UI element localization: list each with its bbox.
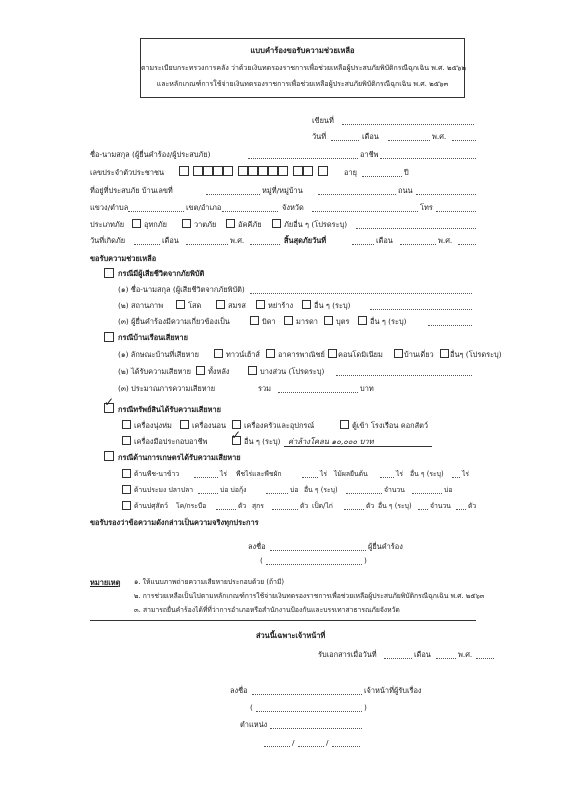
storm-label: วาตภัย <box>194 220 217 229</box>
married-label: สมรส <box>228 301 246 310</box>
note-3: ๓. สามารถยื่นคำร้องได้ที่ที่ว่าการอำเภอหรือสำนักงานป้องกันและบรรเทาสาธารณภัยจังหวัด <box>134 606 400 614</box>
official-date-day-field[interactable] <box>264 746 290 747</box>
livestock-count-field[interactable] <box>456 509 466 510</box>
signature-name-close: ) <box>364 556 367 565</box>
deceased-name-label: (๑) ชื่อ-นามสกุล (ผู้เสียชีวิตจากภัยพิบัติ) <box>118 285 245 294</box>
fishery-count-field[interactable] <box>412 493 442 494</box>
official-sign-field[interactable] <box>252 694 362 695</box>
fish-pond-field[interactable] <box>198 493 218 494</box>
applicant-name-field[interactable] <box>248 158 358 159</box>
barn-checkbox[interactable] <box>340 420 349 429</box>
other-relation-checkbox[interactable] <box>358 316 367 325</box>
partial-house-checkbox[interactable] <box>248 366 257 375</box>
form-title: แบบคำร้องขอรับความช่วยเหลือ <box>250 46 355 55</box>
death-section-title: กรณีมีผู้เสียชีวิตจากภัยพิบัติ <box>118 269 205 278</box>
shrimp-pond-field[interactable] <box>266 493 288 494</box>
official-role: เจ้าหน้าที่ผู้รับเรื่อง <box>364 686 422 695</box>
other-relation-label: อื่น ๆ (ระบุ) <box>370 317 407 326</box>
id-digit-box[interactable] <box>248 166 258 176</box>
fishery-checkbox[interactable] <box>122 485 131 494</box>
father-checkbox[interactable] <box>250 316 259 325</box>
whole-house-label: ทั้งหลัง <box>208 367 230 376</box>
tools-checkbox[interactable] <box>122 436 131 445</box>
note-1: ๑. ให้แนบภาพถ่ายความเสียหายประกอบด้วย (ถ้ามี) <box>134 578 285 586</box>
other-fishery-label: อื่น ๆ (ระบุ) <box>304 486 338 494</box>
crops-checkbox[interactable] <box>122 469 131 478</box>
date-year-field[interactable] <box>452 140 476 141</box>
received-month-field[interactable] <box>436 658 456 659</box>
tools-label: เครื่องมือประกอบอาชีพ <box>134 437 208 446</box>
agri-section-title: กรณีด้านการเกษตรได้รับความเสียหาย <box>118 453 241 462</box>
house-type-label: (๑) ลักษณะบ้านที่เสียหาย <box>118 350 199 359</box>
damage-total-label: รวม <box>258 384 271 393</box>
property-section-title: กรณีทรัพย์สินได้รับความเสียหาย <box>118 405 221 414</box>
official-position-label: ตำแหน่ง <box>240 720 268 729</box>
townhouse-checkbox[interactable] <box>214 349 223 358</box>
official-date-month-field[interactable] <box>298 746 324 747</box>
commercial-label: อาคารพาณิชย์ <box>278 350 325 359</box>
phone-field[interactable] <box>436 211 476 212</box>
other-disaster-label: ภัยอื่น ๆ (โปรดระบุ) <box>284 220 348 229</box>
id-digit-box[interactable] <box>179 166 189 176</box>
field-crops-label: พืชไร่และพืชผัก <box>236 470 282 478</box>
shrimp-pond-unit: บ่อ <box>290 486 299 494</box>
damage-estimate-label: (๓) ประมาณการความเสียหาย <box>118 384 216 393</box>
partial-house-label: บางส่วน (โปรดระบุ) <box>260 367 325 376</box>
address-label: ที่อยู่ที่ประสบภัย บ้านเลขที่ <box>90 186 173 195</box>
official-date-sep: / <box>292 738 295 747</box>
disaster-start-day-field[interactable] <box>134 244 160 245</box>
field-crops-field[interactable] <box>302 477 318 478</box>
received-month-label: เดือน <box>414 650 431 659</box>
official-section-title: ส่วนนี้เฉพาะเจ้าหน้าที่ <box>256 631 326 640</box>
townhouse-label: ทาวน์เฮ้าส์ <box>226 350 260 359</box>
death-section-checkbox[interactable] <box>104 268 114 278</box>
disaster-start-month-field[interactable] <box>186 244 228 245</box>
moo-field[interactable] <box>318 194 396 195</box>
clothing-label: เครื่องนุ่งห่ม <box>134 421 172 430</box>
other-livestock-label: อื่น ๆ (ระบุ) <box>378 502 412 510</box>
other-house-checkbox[interactable] <box>440 349 449 358</box>
id-digit-box[interactable] <box>223 166 233 176</box>
date-day-label: วันที่ <box>312 132 327 141</box>
other-status-checkbox[interactable] <box>302 300 311 309</box>
date-month-label: เดือน <box>362 132 379 141</box>
single-checkbox[interactable] <box>176 300 185 309</box>
official-date-year-field[interactable] <box>332 746 360 747</box>
disaster-start-year-field[interactable] <box>250 244 280 245</box>
clothing-checkbox[interactable] <box>122 420 131 429</box>
other-disaster-checkbox[interactable] <box>272 219 281 228</box>
age-label: อายุ <box>344 168 357 177</box>
kitchen-label: เครื่องครัวและอุปกรณ์ <box>244 421 315 430</box>
flood-label: อุทกภัย <box>144 220 167 229</box>
signature-name-field[interactable] <box>266 564 362 565</box>
fishery-count-label: จำนวน <box>384 486 405 494</box>
single-label: โสด <box>188 301 202 310</box>
other-livestock-field[interactable] <box>418 509 428 510</box>
date-month-field[interactable] <box>388 140 430 141</box>
district-label: เขต/อำเภอ <box>186 203 222 212</box>
form-header <box>140 38 465 98</box>
fire-checkbox[interactable] <box>226 219 235 228</box>
request-title: ขอรับความช่วยเหลือ <box>90 254 157 263</box>
disaster-end-label: สิ้นสุดภัยวันที่ <box>284 236 327 245</box>
disaster-start-label: วันที่เกิดภัย <box>90 236 126 245</box>
orchard-unit: ไร่ <box>396 470 404 478</box>
rice-field[interactable] <box>194 477 218 478</box>
disaster-end-year-field[interactable] <box>458 244 476 245</box>
orchard-field[interactable] <box>380 477 394 478</box>
field-crops-unit: ไร่ <box>320 470 328 478</box>
damage-baht-label: บาท <box>360 384 374 393</box>
certify-statement: ขอรับรองว่าข้อความดังกล่าวเป็นความจริงทุกประการ <box>90 518 259 527</box>
detached-house-checkbox[interactable] <box>394 349 403 358</box>
house-section-title: กรณีบ้านเรือนเสียหาย <box>118 333 188 342</box>
livestock-count-label: จำนวน <box>430 502 451 510</box>
official-position-field[interactable] <box>270 728 362 729</box>
orchard-label: ไม้ผลยืนต้น <box>334 470 368 478</box>
bedding-checkbox[interactable] <box>180 420 189 429</box>
disaster-end-year-label: พ.ศ. <box>438 236 453 245</box>
checkmark-icon: ✓ <box>104 395 115 409</box>
district-field[interactable] <box>222 211 278 212</box>
poultry-unit: ตัว <box>366 502 375 510</box>
rice-unit: ไร่ <box>220 470 228 478</box>
storm-checkbox[interactable] <box>182 219 191 228</box>
moo-label: หมู่ที่/หมู่บ้าน <box>262 186 303 195</box>
received-date-label: รับเอกสารเมื่อวันที่ <box>318 650 377 659</box>
livestock-count-unit: ตัว <box>468 502 477 510</box>
divorced-checkbox[interactable] <box>256 300 265 309</box>
fish-pond-label: ด้านประมง ปลาปลา <box>134 486 194 494</box>
occupation-label: อาชีพ <box>360 150 379 159</box>
signature-name-open: ( <box>260 556 263 565</box>
pig-label: สุกร <box>252 502 264 510</box>
cattle-field[interactable] <box>216 509 236 510</box>
disaster-end-day-field[interactable] <box>352 244 374 245</box>
written-at-label: เขียนที่ <box>312 116 334 125</box>
id-card-label: เลขประจำตัวประชาชน <box>90 168 165 177</box>
partial-house-field[interactable] <box>336 375 472 376</box>
child-checkbox[interactable] <box>324 316 333 325</box>
deceased-name-field[interactable] <box>250 293 472 294</box>
damage-total-field[interactable] <box>278 392 358 393</box>
id-digit-box[interactable] <box>278 166 288 176</box>
road-label: ถนน <box>398 186 413 195</box>
id-digit-box[interactable] <box>318 166 328 176</box>
id-digit-box[interactable] <box>293 166 303 176</box>
checkmark-icon: ✓ <box>231 428 242 442</box>
id-digit-box[interactable] <box>203 166 213 176</box>
livestock-label: ด้านปศุสัตว์ <box>134 502 168 510</box>
age-field[interactable] <box>362 176 402 177</box>
cattle-label: โค/กระบือ <box>176 502 207 510</box>
pig-unit: ตัว <box>300 502 309 510</box>
pig-field[interactable] <box>272 509 298 510</box>
disaster-end-month-field[interactable] <box>400 244 436 245</box>
child-label: บุตร <box>336 317 350 326</box>
mother-checkbox[interactable] <box>284 316 293 325</box>
other-property-handwritten: ค่าล้างโคลน ๑๐,๐๐๐ บาท <box>288 437 374 446</box>
father-label: บิดา <box>262 317 276 326</box>
poultry-field[interactable] <box>344 509 364 510</box>
shrimp-pond-label: บ่อ บ่อกุ้ง <box>220 486 247 494</box>
official-name-field[interactable] <box>256 711 362 712</box>
flood-checkbox[interactable] <box>132 219 141 228</box>
poultry-label: เป็ด/ไก่ <box>312 502 333 510</box>
section-divider <box>90 620 476 621</box>
id-digit-box[interactable] <box>213 166 223 176</box>
disaster-start-year-label: พ.ศ. <box>230 236 245 245</box>
date-day-field[interactable] <box>331 140 359 141</box>
disaster-end-month-label: เดือน <box>376 236 393 245</box>
signature-field[interactable] <box>270 550 366 551</box>
other-crop-field[interactable] <box>452 477 460 478</box>
other-relation-field[interactable] <box>428 325 472 326</box>
age-unit: ปี <box>404 168 409 177</box>
subdistrict-label: แขวง/ตำบล <box>90 203 129 212</box>
signature-label: ลงชื่อ <box>248 542 266 551</box>
official-sign-label: ลงชื่อ <box>230 686 248 695</box>
applicant-name-label: ชื่อ-นามสกุล (ผู้ยื่นคำร้อง/ผู้ประสบภัย) <box>90 150 211 159</box>
received-year-label: พ.ศ. <box>458 650 473 659</box>
divorced-label: หย่าร้าง <box>268 301 294 310</box>
relation-label: (๓) ผู้ยื่นคำร้องมีความเกี่ยวข้องเป็น <box>118 317 230 326</box>
subdistrict-field[interactable] <box>128 211 184 212</box>
other-crop-unit: ไร่ <box>462 470 470 478</box>
official-name-open: ( <box>250 703 253 712</box>
other-house-label: อื่นๆ (โปรดระบุ) <box>450 350 502 359</box>
form-subtitle-criteria: และหลักเกณฑ์การใช้จ่ายเงินทดรองราชการเพื่อช่วยเหลือผู้ประสบภัยพิบัติกรณีฉุกเฉิน พ.ศ. ๒๕๖๓ <box>156 80 449 88</box>
house-section-checkbox[interactable] <box>104 332 114 342</box>
house-number-field[interactable] <box>206 194 260 195</box>
disaster-type-label: ประเภทภัย <box>90 220 125 229</box>
id-digit-box[interactable] <box>238 166 248 176</box>
occupation-field[interactable] <box>380 158 476 159</box>
id-digit-box[interactable] <box>303 166 313 176</box>
other-property-label: อื่น ๆ (ระบุ) <box>244 437 281 446</box>
disaster-start-month-label: เดือน <box>162 236 179 245</box>
other-crop-label: อื่น ๆ (ระบุ) <box>410 470 444 478</box>
official-date-sep: / <box>326 738 329 747</box>
date-year-label: พ.ศ. <box>432 132 447 141</box>
rice-label: ด้านพืช-นาข้าว <box>134 470 180 478</box>
other-status-field[interactable] <box>370 309 472 310</box>
bedding-label: เครื่องนอน <box>192 421 227 430</box>
condo-checkbox[interactable] <box>328 349 337 358</box>
whole-house-checkbox[interactable] <box>196 366 205 375</box>
fishery-count-unit: บ่อ <box>444 486 453 494</box>
road-field[interactable] <box>416 194 476 195</box>
official-name-close: ) <box>364 703 367 712</box>
signature-role: ผู้ยื่นคำร้อง <box>368 542 403 551</box>
other-disaster-field[interactable] <box>356 228 476 229</box>
phone-label: โทร <box>420 203 433 212</box>
fire-label: อัคคีภัย <box>238 220 262 229</box>
id-digit-box[interactable] <box>268 166 278 176</box>
received-year-field[interactable] <box>476 658 494 659</box>
note-2: ๒. การช่วยเหลือเป็นไปตามหลักเกณฑ์การใช้จ่ายเงินทดรองราชการเพื่อช่วยเหลือผู้ประสบภัยพิบัติกรณีฉุกเฉิน พ.ศ. ๒๕๖๓ <box>134 592 485 600</box>
province-field[interactable] <box>312 211 418 212</box>
detached-house-label: บ้านเดี่ยว <box>404 350 434 359</box>
id-digit-box[interactable] <box>258 166 268 176</box>
other-status-label: อื่น ๆ (ระบุ) <box>314 301 351 310</box>
condo-label: คอนโดมิเนียม <box>338 350 383 359</box>
notes-label: หมายเหตุ <box>90 578 121 587</box>
province-label: จังหวัด <box>282 203 304 212</box>
agri-section-checkbox[interactable] <box>104 451 114 461</box>
livestock-checkbox[interactable] <box>122 501 131 510</box>
mother-label: มารดา <box>296 317 318 326</box>
house-damage-label: (๒) ได้รับความเสียหาย <box>118 367 192 376</box>
commercial-checkbox[interactable] <box>266 349 275 358</box>
cattle-unit: ตัว <box>238 502 247 510</box>
other-fishery-field[interactable] <box>346 493 382 494</box>
received-day-field[interactable] <box>384 658 412 659</box>
written-at-field[interactable] <box>342 124 474 125</box>
form-subtitle-regulation: ตามระเบียบกระทรวงการคลัง ว่าด้วยเงินทดรองราชการเพื่อช่วยเหลือผู้ประสบภัยพิบัติกรณีฉุกเฉิน พ.ศ. ๒๕๖๒ <box>141 64 466 72</box>
id-digit-box[interactable] <box>193 166 203 176</box>
married-checkbox[interactable] <box>216 300 225 309</box>
barn-label: ตู้เข้า โรงเรือน คอกสัตว์ <box>352 421 429 430</box>
marital-status-label: (๒) สถานภาพ <box>118 301 164 310</box>
